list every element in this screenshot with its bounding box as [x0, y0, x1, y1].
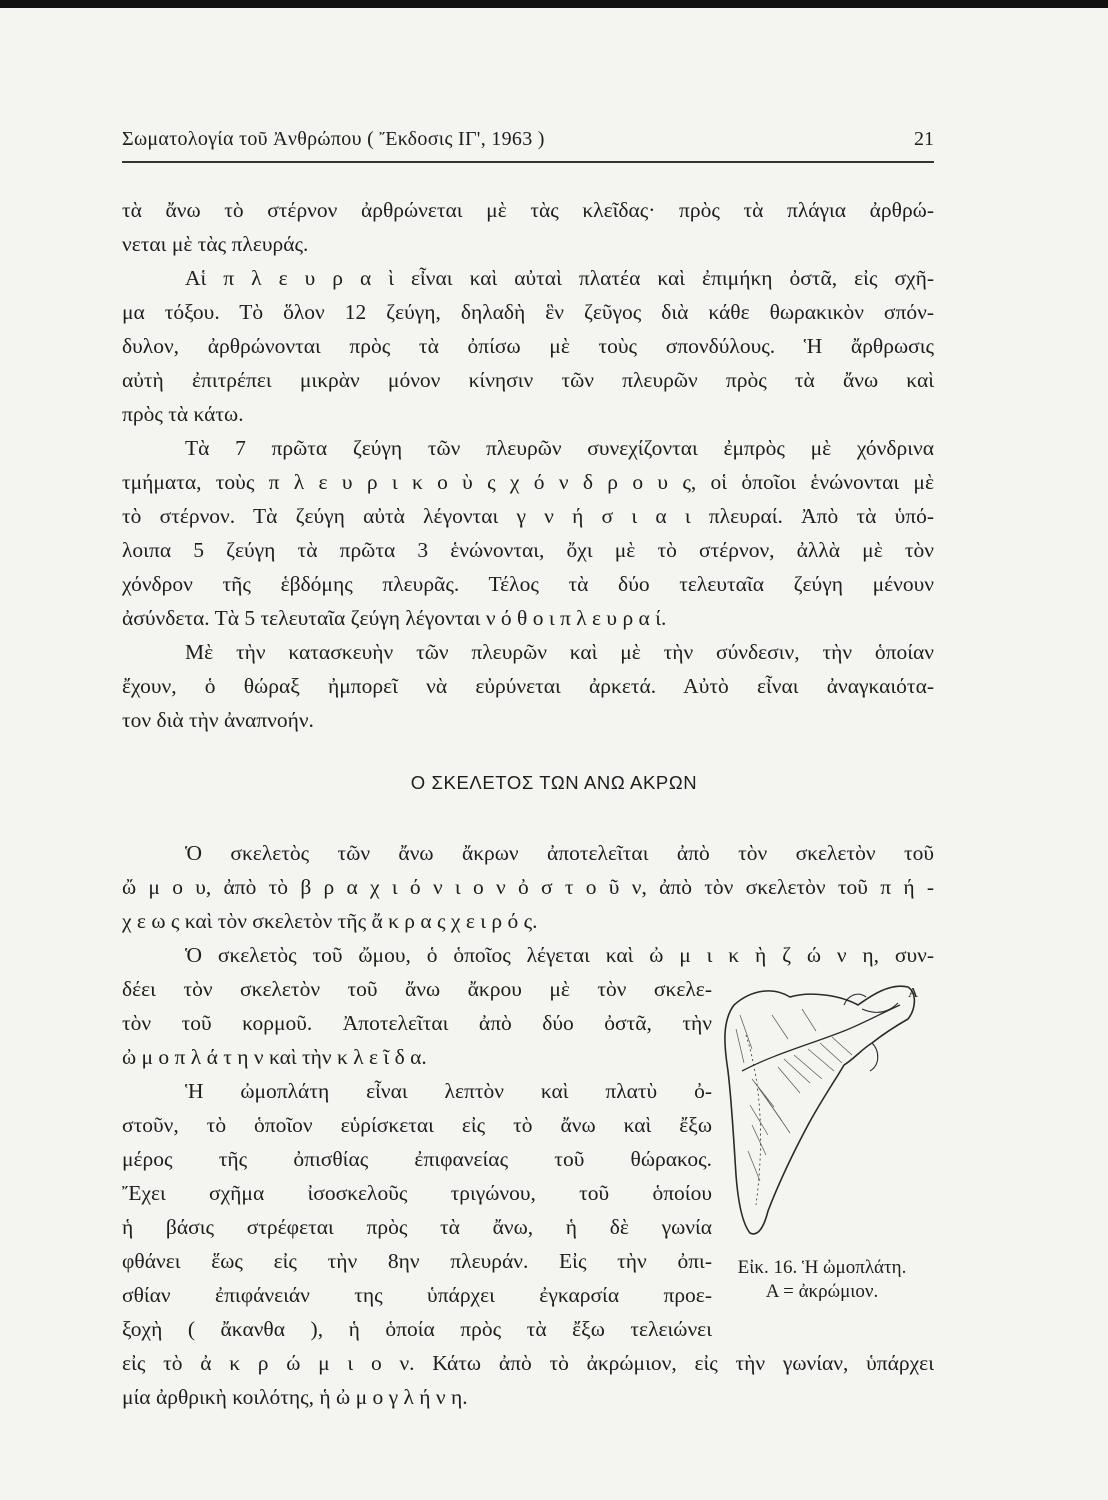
text-line: μία ἀρθρικὴ κοιλότης, ἡ ὠ μ ο γ λ ή ν η. [122, 1385, 468, 1409]
text-line: λοιπα 5 ζεύγη τὰ πρῶτα 3 ἑνώνονται, ὄχι μὲ τὸ στέρνον, ἀλλὰ μὲ τὸν [122, 538, 934, 562]
text-line: δέει τὸν σκελετὸν τοῦ ἄνω ἄκρου μὲ τὸν σκελε- [122, 977, 712, 1001]
text-line: Ὁ σκελετὸς τῶν ἄνω ἄκρων ἀποτελεῖται ἀπὸ τὸν σκελετὸν τοῦ [185, 841, 934, 865]
text-line: Μὲ τὴν κατασκευὴν τῶν πλευρῶν καὶ μὲ τὴν σύνδεσιν, τὴν ὁποίαν [185, 640, 934, 664]
text-line: ὠ μ ο π λ ά τ η ν καὶ τὴν κ λ ε ῖ δ α. [122, 1045, 427, 1069]
text-line: μέρος τῆς ὀπισθίας ἐπιφανείας τοῦ θώρακος. [122, 1147, 712, 1171]
header-rule [122, 161, 934, 163]
text-line: ξοχὴ ( ἄκανθα ), ἡ ὁποία πρὸς τὰ ἔξω τελειώνει [122, 1317, 712, 1341]
text-line: πρὸς τὰ κάτω. [122, 402, 244, 426]
text-line: Αἱ π λ ε υ ρ α ὶ εἶναι καὶ αὐταὶ πλατέα καὶ ἐπιμήκη ὀστᾶ, εἰς σχῆ- [185, 266, 934, 290]
text-line: αὐτὴ ἐπιτρέπει μικρὰν μόνον κίνησιν τῶν πλευρῶν πρὸς τὰ ἄνω καὶ [122, 368, 934, 392]
section-heading: Ο ΣΚΕΛΕΤΟΣ ΤΩΝ ΑΝΩ ΑΚΡΩΝ [410, 772, 698, 793]
scapula-illustration [712, 975, 948, 1247]
text-line: μα τόξου. Τὸ ὅλον 12 ζεύγη, δηλαδὴ ἓν ζεῦγος διὰ κάθε θωρακικὸν σπόν- [122, 300, 934, 324]
text-line: τὸ στέρνον. Τὰ ζεύγη αὐτὰ λέγονται γ ν ή σ ι α ι πλευραί. Ἀπὸ τὰ ὑπό- [122, 504, 934, 528]
page-number: 21 [914, 128, 934, 150]
header-title: Σωματολογία τοῦ Ἀνθρώπου ( Ἔκδοσις ΙΓ', 1963 ) [122, 128, 545, 150]
text-line: ἀσύνδετα. Τὰ 5 τελευταῖα ζεύγη λέγονται ν ό θ ο ι π λ ε υ ρ α ί. [122, 606, 667, 630]
text-line: τμήματα, τοὺς π λ ε υ ρ ι κ ο ὺ ς χ ό ν δ ρ ο υ ς, οἱ ὁποῖοι ἑνώνονται μὲ [122, 470, 934, 494]
text-line: στοῦν, τὸ ὁποῖον εὑρίσκεται εἰς τὸ ἄνω καὶ ἔξω [122, 1113, 712, 1137]
text-line: ἔχουν, ὁ θώραξ ἠμπορεῖ νὰ εὐρύνεται ἀρκετά. Αὐτὸ εἶναι ἀναγκαιότα- [122, 674, 934, 698]
scan-top-edge [0, 0, 1108, 8]
text-line: Ἔχει σχῆμα ἰσοσκελοῦς τριγώνου, τοῦ ὁποίου [122, 1181, 712, 1205]
text-line: χόνδρον τῆς ἑβδόμης πλευρᾶς. Τέλος τὰ δύο τελευταῖα ζεύγη μένουν [122, 572, 934, 596]
text-line: ὤ μ ο υ, ἀπὸ τὸ β ρ α χ ι ό ν ι ο ν ὀ σ τ ο ῦ ν, ἀπὸ τὸν σκελετὸν τοῦ π ή - [122, 875, 934, 899]
text-line: τὰ ἄνω τὸ στέρνον ἀρθρώνεται μὲ τὰς κλεῖδας· πρὸς τὰ πλάγια ἀρθρώ- [122, 198, 934, 222]
text-line: τον διὰ τὴν ἀναπνοήν. [122, 708, 314, 732]
figure-caption [704, 1256, 940, 1304]
text-line: χ ε ω ς καὶ τὸν σκελετὸν τῆς ἄ κ ρ α ς χ ε ι ρ ό ς. [122, 909, 538, 933]
caption-line-2: Α = ἀκρώμιον. [765, 1281, 879, 1302]
text-line: Τὰ 7 πρῶτα ζεύγη τῶν πλευρῶν συνεχίζονται ἐμπρὸς μὲ χόνδρινα [185, 436, 934, 460]
text-line: φθάνει ἕως εἰς τὴν 8ην πλευράν. Εἰς τὴν ὀπι- [122, 1249, 712, 1273]
running-header [122, 128, 934, 156]
text-line: ἡ βάσις στρέφεται πρὸς τὰ ἄνω, ἡ δὲ γωνία [122, 1215, 712, 1239]
caption-line-1: Εἰκ. 16. Ἡ ὠμοπλάτη. [737, 1257, 907, 1278]
text-line: Ἡ ὠμοπλάτη εἶναι λεπτὸν καὶ πλατὺ ὀ- [185, 1079, 712, 1103]
figure-label-a: Α [908, 986, 919, 1001]
text-line: νεται μὲ τὰς πλευράς. [122, 232, 309, 256]
text-line: Ὁ σκελετὸς τοῦ ὤμου, ὁ ὁποῖος λέγεται καὶ ὠ μ ι κ ὴ ζ ώ ν η, συν- [185, 943, 934, 967]
text-line: τὸν τοῦ κορμοῦ. Ἀποτελεῖται ἀπὸ δύο ὀστᾶ, τὴν [122, 1011, 712, 1035]
text-line: δυλον, ἀρθρώνονται πρὸς τὰ ὀπίσω μὲ τοὺς σπονδύλους. Ἡ ἄρθρωσις [122, 334, 934, 358]
text-line: εἰς τὸ ἀ κ ρ ώ μ ι ο ν. Κάτω ἀπὸ τὸ ἀκρώμιον, εἰς τὴν γωνίαν, ὑπάρχει [122, 1351, 934, 1375]
text-line: σθίαν ἐπιφάνειάν της ὑπάρχει ἐγκαρσία προε- [122, 1283, 712, 1307]
